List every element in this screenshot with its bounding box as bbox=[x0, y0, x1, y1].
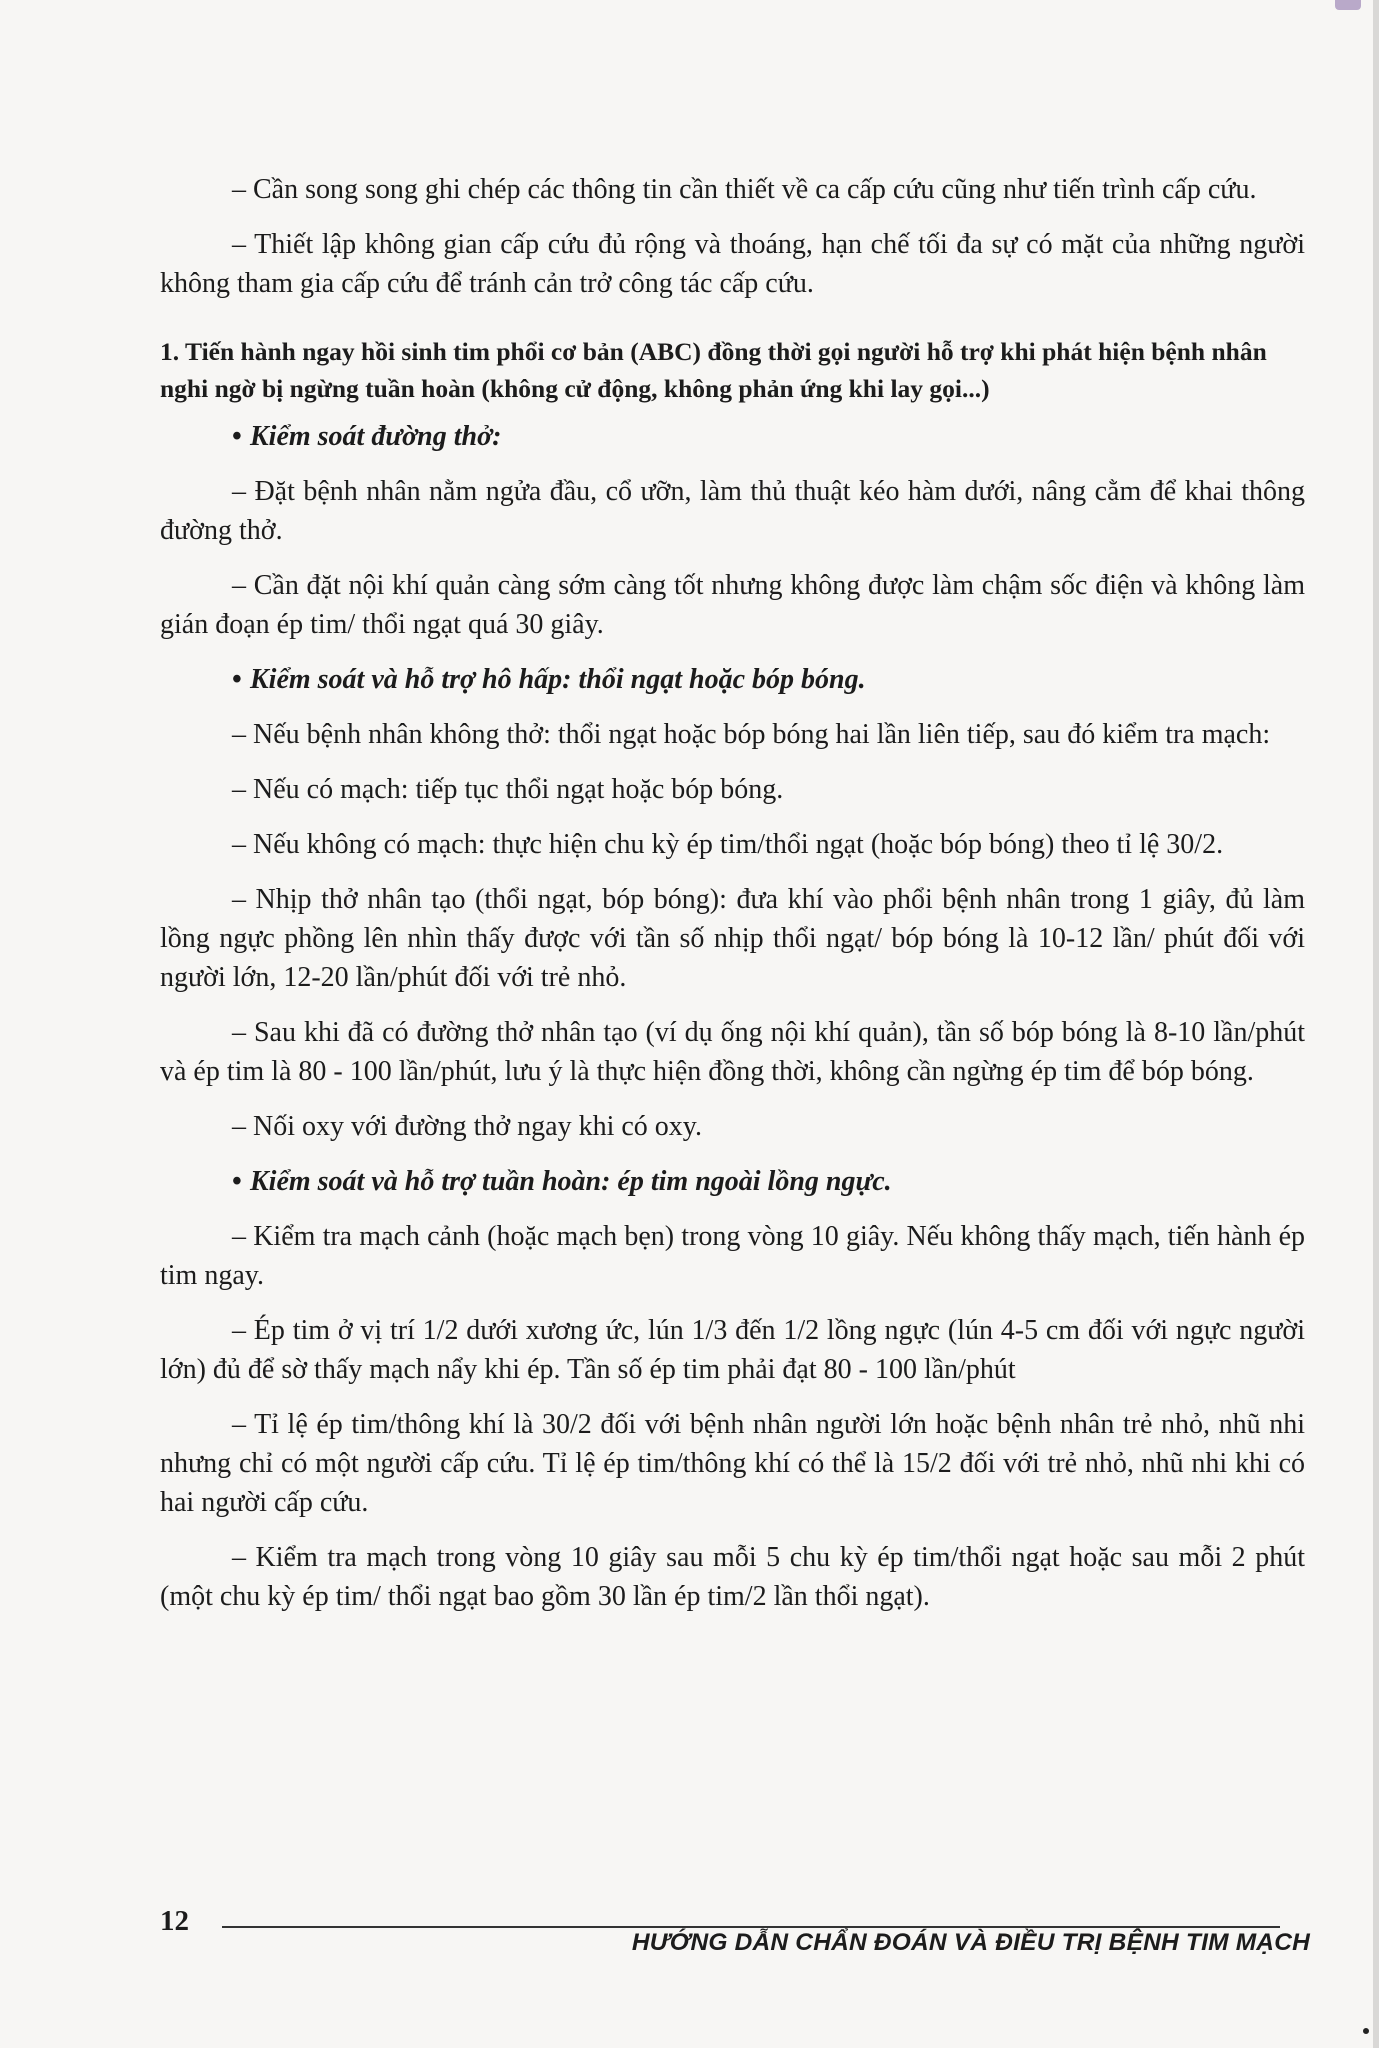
section-heading: 1. Tiến hành ngay hồi sinh tim phổi cơ bản (ABC) đồng thời gọi người hỗ trợ khi phát hiện bệnh nhân nghi ngờ bị ngừng tuần hoàn (không cử động, không phản ứng khi lay gọi...) bbox=[160, 337, 1267, 403]
bullet-dot-icon: • bbox=[232, 1166, 242, 1197]
bullet-heading bbox=[160, 417, 1305, 456]
page-edge-shadow bbox=[1373, 0, 1379, 2048]
bullet-dot-icon: • bbox=[232, 421, 242, 452]
bullet-heading bbox=[160, 660, 1305, 699]
paragraph-dash: – Kiểm tra mạch trong vòng 10 giây sau mỗi 5 chu kỳ ép tim/thổi ngạt hoặc sau mỗi 2 phút (một chu kỳ ép tim/ thổi ngạt bao gồm 30 lần ép tim/2 lần thổi ngạt). bbox=[160, 1542, 1305, 1612]
bullet-heading-text: Kiểm soát và hỗ trợ tuần hoàn: ép tim ngoài lồng ngực. bbox=[250, 1166, 892, 1197]
running-title: HƯỚNG DẪN CHẨN ĐOÁN VÀ ĐIỀU TRỊ BỆNH TIM MẠCH bbox=[631, 1929, 1310, 1956]
paragraph-dash: – Kiểm tra mạch cảnh (hoặc mạch bẹn) trong vòng 10 giây. Nếu không thấy mạch, tiến hành ép tim ngay. bbox=[160, 1221, 1305, 1291]
paragraph-dash: – Đặt bệnh nhân nằm ngửa đầu, cổ ưỡn, làm thủ thuật kéo hàm dưới, nâng cằm để khai thông đường thở. bbox=[160, 476, 1305, 546]
paragraph-dash: – Nếu bệnh nhân không thở: thổi ngạt hoặc bóp bóng hai lần liên tiếp, sau đó kiểm tra mạch: bbox=[232, 719, 1271, 750]
paragraph-dash: – Nếu không có mạch: thực hiện chu kỳ ép tim/thổi ngạt (hoặc bóp bóng) theo tỉ lệ 30/2. bbox=[232, 829, 1224, 860]
paragraph-dash: – Tỉ lệ ép tim/thông khí là 30/2 đối với bệnh nhân người lớn hoặc bệnh nhân trẻ nhỏ, nhũ nhi nhưng chỉ có một người cấp cứu. Tỉ lệ ép tim/thông khí có thể là 15/2 đối với trẻ nhỏ, nhũ nhi khi có hai người cấp cứu. bbox=[160, 1409, 1305, 1518]
page-number: 12 bbox=[160, 1905, 189, 1937]
paragraph-dash: – Nhịp thở nhân tạo (thổi ngạt, bóp bóng): đưa khí vào phổi bệnh nhân trong 1 giây, đủ làm lồng ngực phồng lên nhìn thấy được với tần số nhịp thổi ngạt/ bóp bóng là 10-12 lần/ phút đối với người lớn, 12-20 lần/phút đối với trẻ nhỏ. bbox=[160, 884, 1305, 993]
paragraph-dash: – Ép tim ở vị trí 1/2 dưới xương ức, lún 1/3 đến 1/2 lồng ngực (lún 4-5 cm đối với ngực người lớn) đủ để sờ thấy mạch nẩy khi ép. Tần số ép tim phải đạt 80 - 100 lần/phút bbox=[160, 1315, 1305, 1385]
corner-tab-mark bbox=[1335, 0, 1361, 10]
page-footer bbox=[160, 1905, 1310, 1965]
scan-speck bbox=[1363, 2028, 1369, 2034]
paragraph-dash: – Cần song song ghi chép các thông tin cần thiết về ca cấp cứu cũng như tiến trình cấp cứu. bbox=[232, 174, 1257, 205]
page-body bbox=[160, 170, 1305, 1632]
paragraph-dash: – Cần đặt nội khí quản càng sớm càng tốt nhưng không được làm chậm sốc điện và không làm gián đoạn ép tim/ thổi ngạt quá 30 giây. bbox=[160, 570, 1305, 640]
paragraph-dash: – Thiết lập không gian cấp cứu đủ rộng và thoáng, hạn chế tối đa sự có mặt của những người không tham gia cấp cứu để tránh cản trở công tác cấp cứu. bbox=[160, 229, 1305, 299]
paragraph-dash: – Nối oxy với đường thở ngay khi có oxy. bbox=[232, 1111, 702, 1142]
paragraph-dash: – Sau khi đã có đường thở nhân tạo (ví dụ ống nội khí quản), tần số bóp bóng là 8-10 lần/phút và ép tim là 80 - 100 lần/phút, lưu ý là thực hiện đồng thời, không cần ngừng ép tim để bóp bóng. bbox=[160, 1017, 1305, 1087]
bullet-heading-text: Kiểm soát đường thở: bbox=[250, 421, 502, 452]
bullet-heading-text: Kiểm soát và hỗ trợ hô hấp: thổi ngạt hoặc bóp bóng. bbox=[250, 664, 866, 695]
bullet-dot-icon: • bbox=[232, 664, 242, 695]
paragraph-dash: – Nếu có mạch: tiếp tục thổi ngạt hoặc bóp bóng. bbox=[232, 774, 784, 805]
footer-divider bbox=[222, 1926, 1280, 1928]
bullet-heading bbox=[160, 1162, 1305, 1201]
